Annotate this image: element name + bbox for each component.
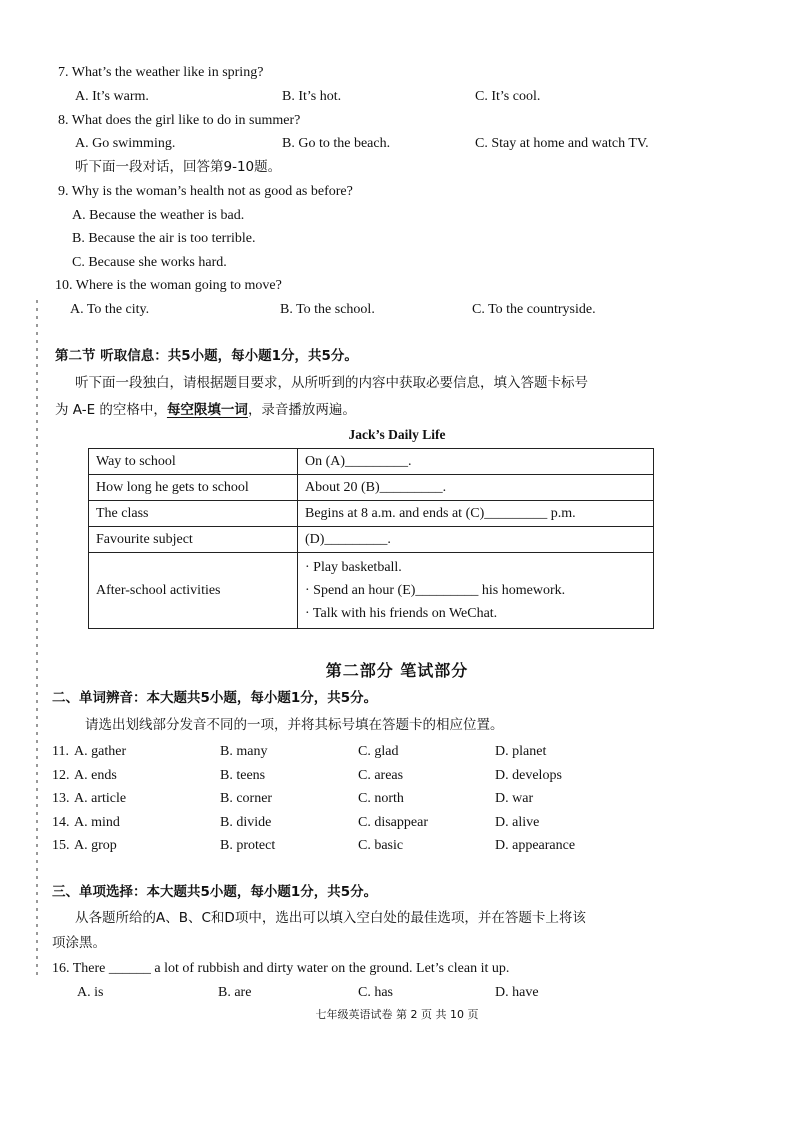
option-letter: C.: [358, 814, 375, 830]
option-letter: B.: [220, 767, 237, 783]
row-value: (D)_________.: [298, 527, 654, 553]
section-2-instruction-2: [55, 401, 356, 419]
instruction-emphasis: 每空限填一词: [166, 402, 248, 418]
section-words-heading: 二、单词辨音：本大题共5小题，每小题1分，共5分。: [52, 690, 378, 706]
word-item-number: 13.: [52, 791, 70, 806]
word-option-b: [220, 814, 271, 832]
option-word: divide: [236, 814, 272, 830]
option-letter: B.: [220, 744, 237, 759]
row-label: Favourite subject: [89, 527, 298, 553]
option-letter: C.: [358, 744, 375, 759]
q8-option-a: A. Go swimming.: [75, 136, 176, 151]
option-letter: B.: [220, 814, 237, 830]
word-option-a: [74, 767, 117, 785]
word-option-c: [358, 743, 398, 761]
word-option-b: [220, 743, 267, 761]
row-label: How long he gets to school: [89, 475, 298, 501]
word-option-d: [495, 814, 539, 832]
option-word: disappear: [374, 814, 428, 830]
word-option-d: [495, 743, 546, 761]
table-row: [89, 475, 654, 501]
option-letter: B.: [220, 791, 237, 806]
list-item: · Talk with his friends on WeChat.: [305, 606, 498, 621]
question-7: 7. What’s the weather like in spring?: [58, 65, 264, 80]
option-letter: D.: [495, 838, 513, 853]
row-label: The class: [89, 501, 298, 527]
option-word: basic: [374, 838, 404, 853]
question-8: 8. What does the girl like to do in summer?: [58, 113, 301, 128]
part-2-title: 第二部分 笔试部分: [325, 661, 469, 680]
option-word: mind: [91, 814, 120, 830]
section-words-instruction: 请选出划线部分发音不同的一项，并将其标号填在答题卡的相应位置。: [85, 717, 504, 733]
table-row: [89, 527, 654, 553]
section-2-instruction-1: 听下面一段独白，请根据题目要求，从所听到的内容中获取必要信息，填入答题卡标号: [75, 375, 588, 391]
option-word: corner: [236, 791, 273, 806]
word-option-a: [74, 743, 126, 761]
section-choice-heading: 三、单项选择：本大题共5小题，每小题1分，共5分。: [52, 884, 378, 900]
option-letter: D.: [495, 791, 513, 806]
word-option-b: [220, 837, 275, 855]
q10-option-c: C. To the countryside.: [472, 302, 596, 317]
word-option-c: [358, 767, 403, 785]
option-word: teens: [236, 767, 266, 783]
word-option-a: [74, 814, 120, 832]
option-letter: A.: [74, 814, 92, 830]
option-letter: C.: [358, 767, 375, 783]
word-item-number: 11.: [52, 744, 69, 759]
list-item: · Spend an hour (E)_________ his homework.: [305, 583, 566, 598]
option-letter: B.: [220, 838, 237, 853]
q8-option-b: B. Go to the beach.: [282, 136, 391, 151]
question-9: 9. Why is the woman’s health not as good as before?: [58, 184, 353, 199]
instruction-prefix: 为 A-E 的空格中，: [55, 402, 167, 418]
option-word: north: [374, 791, 404, 806]
option-letter: A.: [74, 838, 92, 853]
option-letter: C.: [358, 838, 375, 853]
table-title: Jack’s Daily Life: [348, 427, 446, 442]
word-option-d: [495, 790, 533, 808]
word-option-b: [220, 767, 265, 785]
row-value: About 20 (B)_________.: [298, 475, 654, 501]
option-letter: D.: [495, 767, 513, 783]
word-option-c: [358, 790, 404, 808]
q7-option-c: C. It’s cool.: [475, 89, 541, 104]
option-word: protect: [236, 838, 276, 853]
word-item-number: 15.: [52, 838, 70, 853]
row-label: Way to school: [89, 449, 298, 475]
question-16: 16. There ______ a lot of rubbish and dirty water on the ground. Let’s clean it up.: [52, 961, 510, 976]
option-letter: D.: [495, 744, 513, 759]
list-item: · Play basketball.: [305, 560, 402, 575]
activities-label: After-school activities: [89, 553, 298, 629]
word-option-a: [74, 837, 117, 855]
option-letter: A.: [74, 744, 92, 759]
word-option-b: [220, 790, 272, 808]
daily-life-table: [88, 448, 654, 629]
word-option-d: [495, 767, 562, 785]
q16-option-c: C. has: [358, 985, 393, 1000]
q16-option-d: D. have: [495, 985, 539, 1000]
q16-option-a: A. is: [77, 985, 104, 1000]
option-word: many: [236, 744, 268, 759]
instruction-9-10: 听下面一段对话，回答第9-10题。: [75, 159, 282, 175]
q9-option-b: B. Because the air is too terrible.: [72, 231, 256, 246]
section-choice-instruction-1: 从各题所给的A、B、C和D项中，选出可以填入空白处的最佳选项，并在答题卡上将该: [75, 910, 586, 926]
instruction-suffix: ，录音播放两遍。: [247, 402, 356, 418]
option-word: develops: [512, 767, 562, 783]
option-word: article: [91, 791, 127, 806]
section-2-heading: 第二节 听取信息：共5小题，每小题1分，共5分。: [55, 348, 358, 364]
option-word: alive: [512, 814, 540, 830]
word-option-c: [358, 814, 428, 832]
option-word: gather: [91, 744, 127, 759]
q16-option-b: B. are: [218, 985, 252, 1000]
activities-cell: [298, 553, 654, 629]
binding-edge-mark: [36, 300, 38, 980]
q10-option-a: A. To the city.: [70, 302, 150, 317]
option-letter: A.: [74, 767, 92, 783]
page-footer: 七年级英语试卷 第 2 页 共 10 页: [315, 1008, 479, 1021]
option-word: grop: [91, 838, 117, 853]
word-item-number: 12.: [52, 767, 70, 783]
option-word: ends: [91, 767, 117, 783]
option-word: appearance: [512, 838, 576, 853]
table-row: [89, 449, 654, 475]
word-option-a: [74, 790, 126, 808]
q8-option-c: C. Stay at home and watch TV.: [475, 136, 649, 151]
q7-option-b: B. It’s hot.: [282, 89, 342, 104]
q10-option-b: B. To the school.: [280, 302, 375, 317]
option-letter: D.: [495, 814, 513, 830]
word-option-c: [358, 837, 403, 855]
q9-option-a: A. Because the weather is bad.: [72, 208, 245, 223]
section-choice-instruction-2: 项涂黑。: [52, 935, 106, 951]
row-value: Begins at 8 a.m. and ends at (C)_________ p.m.: [298, 501, 654, 527]
option-word: areas: [374, 767, 404, 783]
word-option-d: [495, 837, 575, 855]
question-10: 10. Where is the woman going to move?: [55, 278, 282, 293]
option-word: planet: [512, 744, 547, 759]
table-row: [89, 553, 654, 629]
table-row: [89, 501, 654, 527]
option-letter: A.: [74, 791, 92, 806]
word-item-number: 14.: [52, 814, 70, 830]
activities-list: [305, 556, 646, 625]
q7-option-a: A. It’s warm.: [75, 89, 149, 104]
q9-option-c: C. Because she works hard.: [72, 255, 227, 270]
row-value: On (A)_________.: [298, 449, 654, 475]
option-word: war: [512, 791, 534, 806]
option-word: glad: [374, 744, 399, 759]
option-letter: C.: [358, 791, 375, 806]
